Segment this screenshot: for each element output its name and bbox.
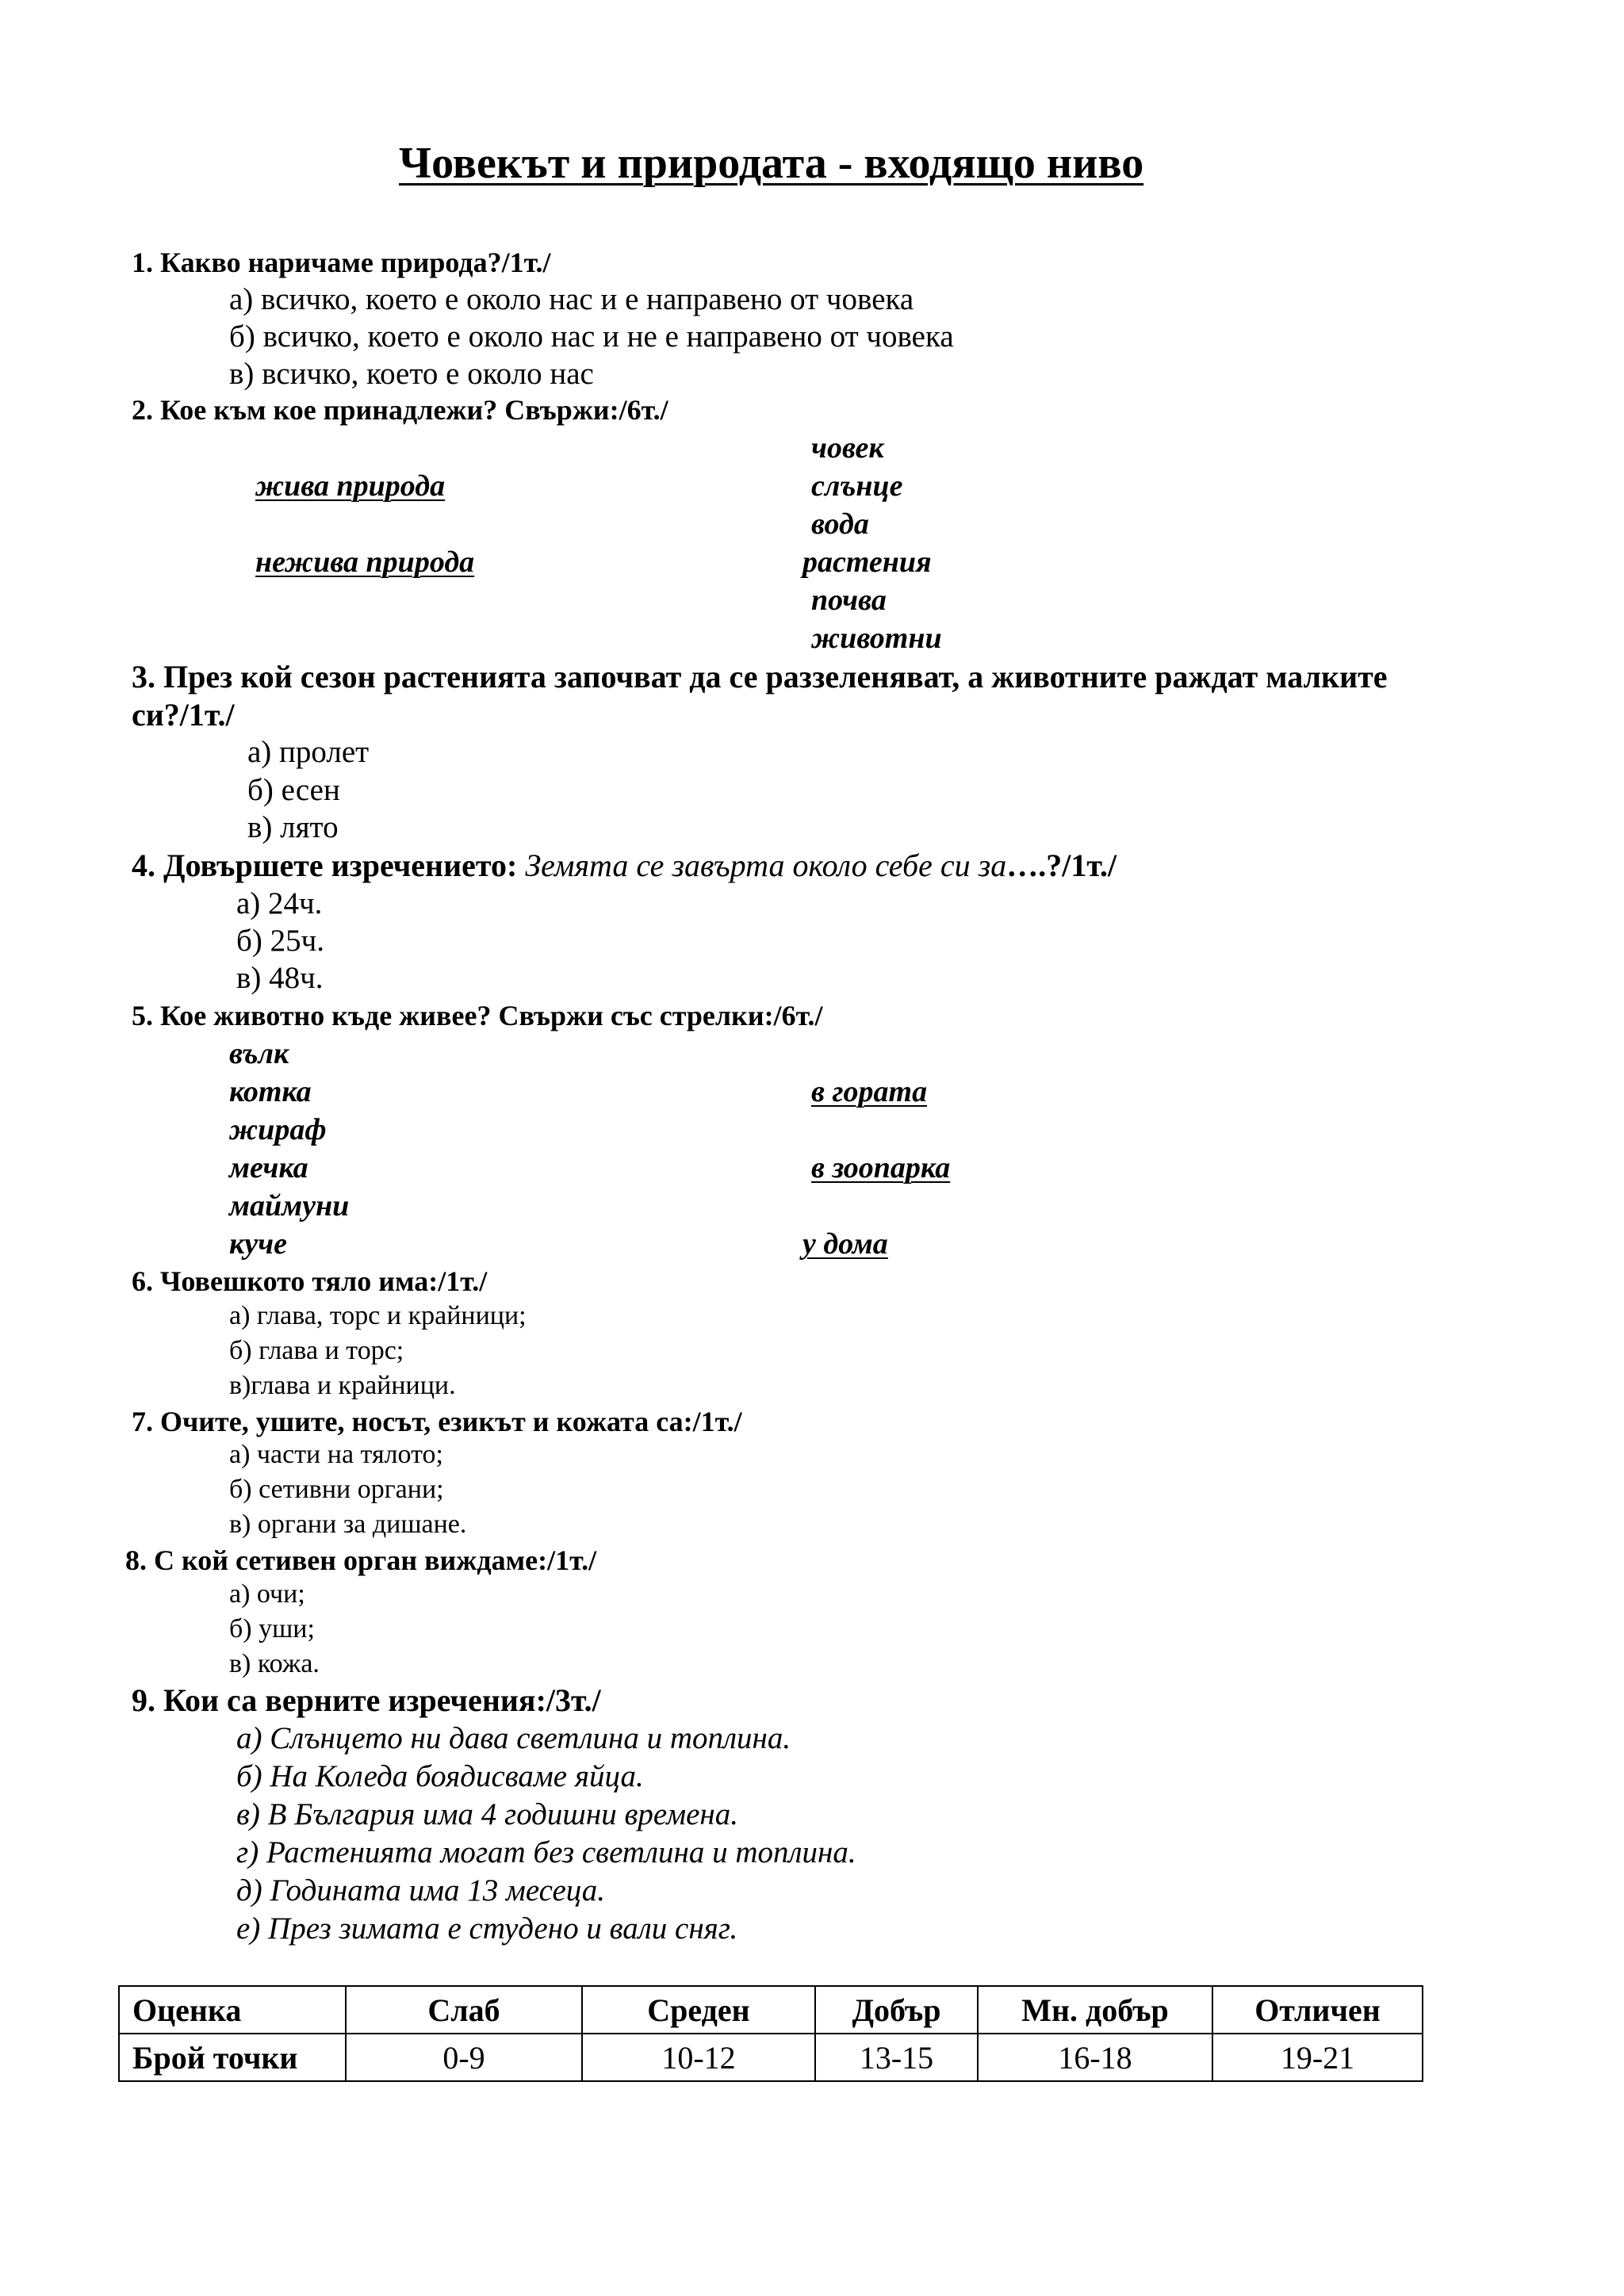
q1-option-c: в) всичко, което е около нас [229, 357, 594, 391]
q6-option-c: в)глава и крайници. [229, 1371, 456, 1400]
q3-option-a: а) пролет [247, 735, 370, 769]
q4-sentence: Земята се завърта около себе си за [525, 848, 1007, 883]
q2-right-item: вода [811, 507, 869, 541]
q6-option-b: б) глава и торс; [229, 1336, 404, 1365]
q1-option-b: б) всичко, което е около нас и не е направено от човека [229, 320, 954, 354]
q9-statement: г) Растенията могат без светлина и топлина. [236, 1835, 856, 1869]
question-6: 6. Човешкото тяло има:/1т./ [132, 1265, 488, 1297]
q7-option-a: а) части на тялото; [229, 1440, 443, 1469]
question-9: 9. Кои са верните изречения:/3т./ [132, 1682, 601, 1718]
q2-right-item: слънце [811, 469, 903, 503]
grading-points-cell: 19-21 [1212, 2034, 1423, 2081]
page-title: Човекът и природата - входящо ниво [399, 139, 1144, 188]
q8-option-c: в) кожа. [229, 1649, 320, 1678]
q2-left-item: нежива природа [255, 545, 475, 579]
q5-place: в гората [811, 1075, 928, 1108]
q4-prompt: 4. Довършете изречението: [132, 848, 526, 883]
question-8: 8. С кой сетивен орган виждаме:/1т./ [125, 1544, 597, 1576]
grading-header-cell: Оценка [119, 1986, 346, 2034]
q8-option-a: а) очи; [229, 1579, 305, 1609]
grading-header-row [119, 1986, 1423, 2034]
grading-points-cell: 10-12 [582, 2034, 815, 2081]
grading-points-cell: 0-9 [346, 2034, 582, 2081]
q4-option-a: а) 24ч. [236, 886, 323, 920]
grading-table [118, 1985, 1423, 2082]
q2-right-item: животни [811, 622, 942, 655]
grading-header-cell: Добър [815, 1986, 978, 2034]
grading-row-label: Брой точки [119, 2034, 346, 2081]
q9-statement: а) Слънцето ни дава светлина и топлина. [236, 1721, 791, 1755]
q5-animal: мечка [229, 1151, 308, 1184]
question-7: 7. Очите, ушите, носът, езикът и кожата са:/1т./ [132, 1406, 742, 1437]
q2-right-item: почва [811, 584, 887, 617]
question-3-line-1: 3. През кой сезон растенията започват да се раззеленяват, а животните раждат малките [132, 659, 1388, 695]
grading-points-cell: 13-15 [815, 2034, 978, 2081]
question-3-line-2: си?/1т./ [132, 697, 235, 733]
q7-option-c: в) органи за дишане. [229, 1510, 467, 1539]
q5-animal: маймуни [229, 1189, 350, 1223]
q2-left-item: жива природа [255, 469, 446, 503]
grading-header-cell: Отличен [1212, 1986, 1423, 2034]
q3-option-b: б) есен [247, 773, 340, 807]
q1-option-a: а) всичко, което е около нас и е направено от човека [229, 282, 914, 316]
q3-option-c: в) лято [247, 810, 339, 844]
grading-header-cell: Слаб [346, 1986, 582, 2034]
question-1: 1. Какво наричаме природа?/1т./ [132, 247, 551, 278]
q9-statement: б) На Коледа боядисваме яйца. [236, 1759, 644, 1793]
q5-place: у дома [802, 1227, 888, 1261]
q5-animal: жираф [229, 1113, 327, 1146]
grading-header-cell: Мн. добър [978, 1986, 1212, 2034]
q4-ending: ….?/1т./ [1006, 848, 1117, 883]
q9-statement: е) През зимата е студено и вали сняг. [236, 1911, 738, 1946]
q7-option-b: б) сетивни органи; [229, 1475, 444, 1504]
question-4 [132, 850, 1116, 882]
q2-right-item: растения [802, 545, 932, 579]
q4-option-b: б) 25ч. [236, 924, 324, 958]
q4-option-c: в) 48ч. [236, 961, 324, 995]
q8-option-b: б) уши; [229, 1614, 315, 1644]
q6-option-a: а) глава, торс и крайници; [229, 1301, 527, 1330]
q5-animal: куче [229, 1227, 287, 1261]
question-5: 5. Кое животно къде живее? Свържи със стрелки:/6т./ [132, 1000, 823, 1031]
grading-points-cell: 16-18 [978, 2034, 1212, 2081]
grading-points-row [119, 2034, 1423, 2081]
q9-statement: в) В България има 4 годишни времена. [236, 1797, 739, 1831]
q5-animal: вълк [229, 1037, 289, 1070]
q2-right-item: човек [811, 431, 884, 465]
grading-header-cell: Среден [582, 1986, 815, 2034]
q5-animal: котка [229, 1075, 312, 1108]
question-2: 2. Кое към кое принадлежи? Свържи:/6т./ [132, 394, 668, 426]
q5-place: в зоопарка [811, 1151, 951, 1184]
q9-statement: д) Годината има 13 месеца. [236, 1873, 605, 1908]
